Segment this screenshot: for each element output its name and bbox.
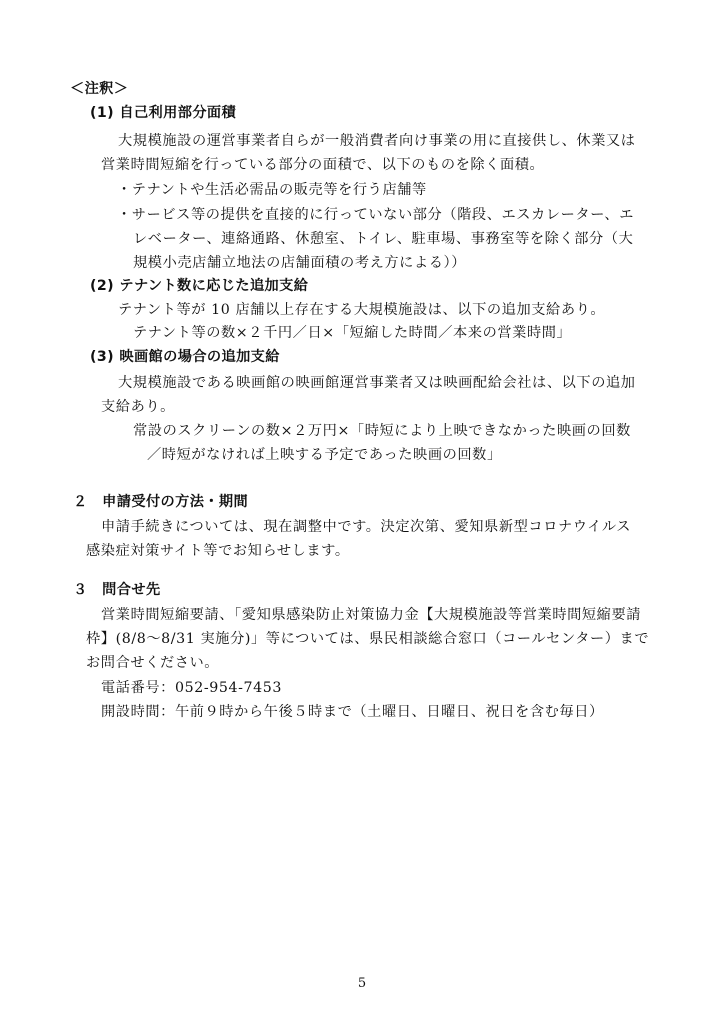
note-2-title: (2) テナント数に応じた追加支給: [90, 278, 309, 294]
section-3-body-line: 営業時間短縮要請、「愛知県感染防止対策協力金【大規模施設等営業時間短縮要請: [101, 607, 642, 623]
section-3-body-line: お問合せください。: [86, 655, 220, 671]
note-1-body-line: 営業時間短縮を行っている部分の面積で、以下のものを除く面積。: [101, 157, 545, 173]
contact-hours: 開設時間：午前９時から午後５時まで（土曜日、日曜日、祝日を含む毎日）: [101, 704, 604, 720]
page-number: 5: [357, 976, 367, 991]
note-2-formula: テナント等の数×２千円／日×「短縮した時間／本来の営業時間」: [133, 325, 572, 341]
contact-phone: 電話番号：052-954-7453: [101, 680, 282, 696]
note-3-body-line: 支給あり。: [101, 399, 175, 415]
note-1-bullet: ・テナントや生活必需品の販売等を行う店舗等: [117, 182, 427, 198]
note-3-title: (3) 映画館の場合の追加支給: [90, 349, 280, 365]
note-3-formula-line: ／時短がなければ上映する予定であった映画の回数」: [147, 447, 502, 463]
note-1-bullet: ・サービス等の提供を直接的に行っていない部分（階段、エスカレーター、エ: [117, 207, 634, 223]
section-2-title: ２ 申請受付の方法・期間: [73, 494, 249, 510]
note-2-body: テナント等が 10 店舗以上存在する大規模施設は、以下の追加支給あり。: [118, 302, 606, 318]
section-3-body-line: 枠】(8/8～8/31 実施分)」等については、県民相談総合窓口（コールセンター）まで: [86, 631, 650, 647]
note-1-bullet-continuation: 規模小売店舗立地法の店舗面積の考え方による））: [133, 255, 467, 271]
note-1-body-line: 大規模施設の運営事業者自らが一般消費者向け事業の用に直接供し、休業又は: [118, 133, 636, 149]
note-1-title: (1) 自己利用部分面積: [90, 105, 237, 121]
section-2-body-line: 申請手続きについては、現在調整中です。決定次第、愛知県新型コロナウイルス: [101, 519, 632, 535]
section-2-body-line: 感染症対策サイト等でお知らせします。: [86, 543, 350, 559]
note-3-body-line: 大規模施設である映画館の映画館運営事業者又は映画配給会社は、以下の追加: [118, 375, 636, 391]
notes-heading: ＜注釈＞: [70, 81, 129, 97]
section-3-title: ３ 問合せ先: [73, 582, 161, 598]
note-1-bullet-continuation: レベーター、連絡通路、休憩室、トイレ、駐車場、事務室等を除く部分（大: [133, 231, 634, 247]
note-3-formula-line: 常設のスクリーンの数×２万円×「時短により上映できなかった映画の回数: [133, 423, 631, 439]
